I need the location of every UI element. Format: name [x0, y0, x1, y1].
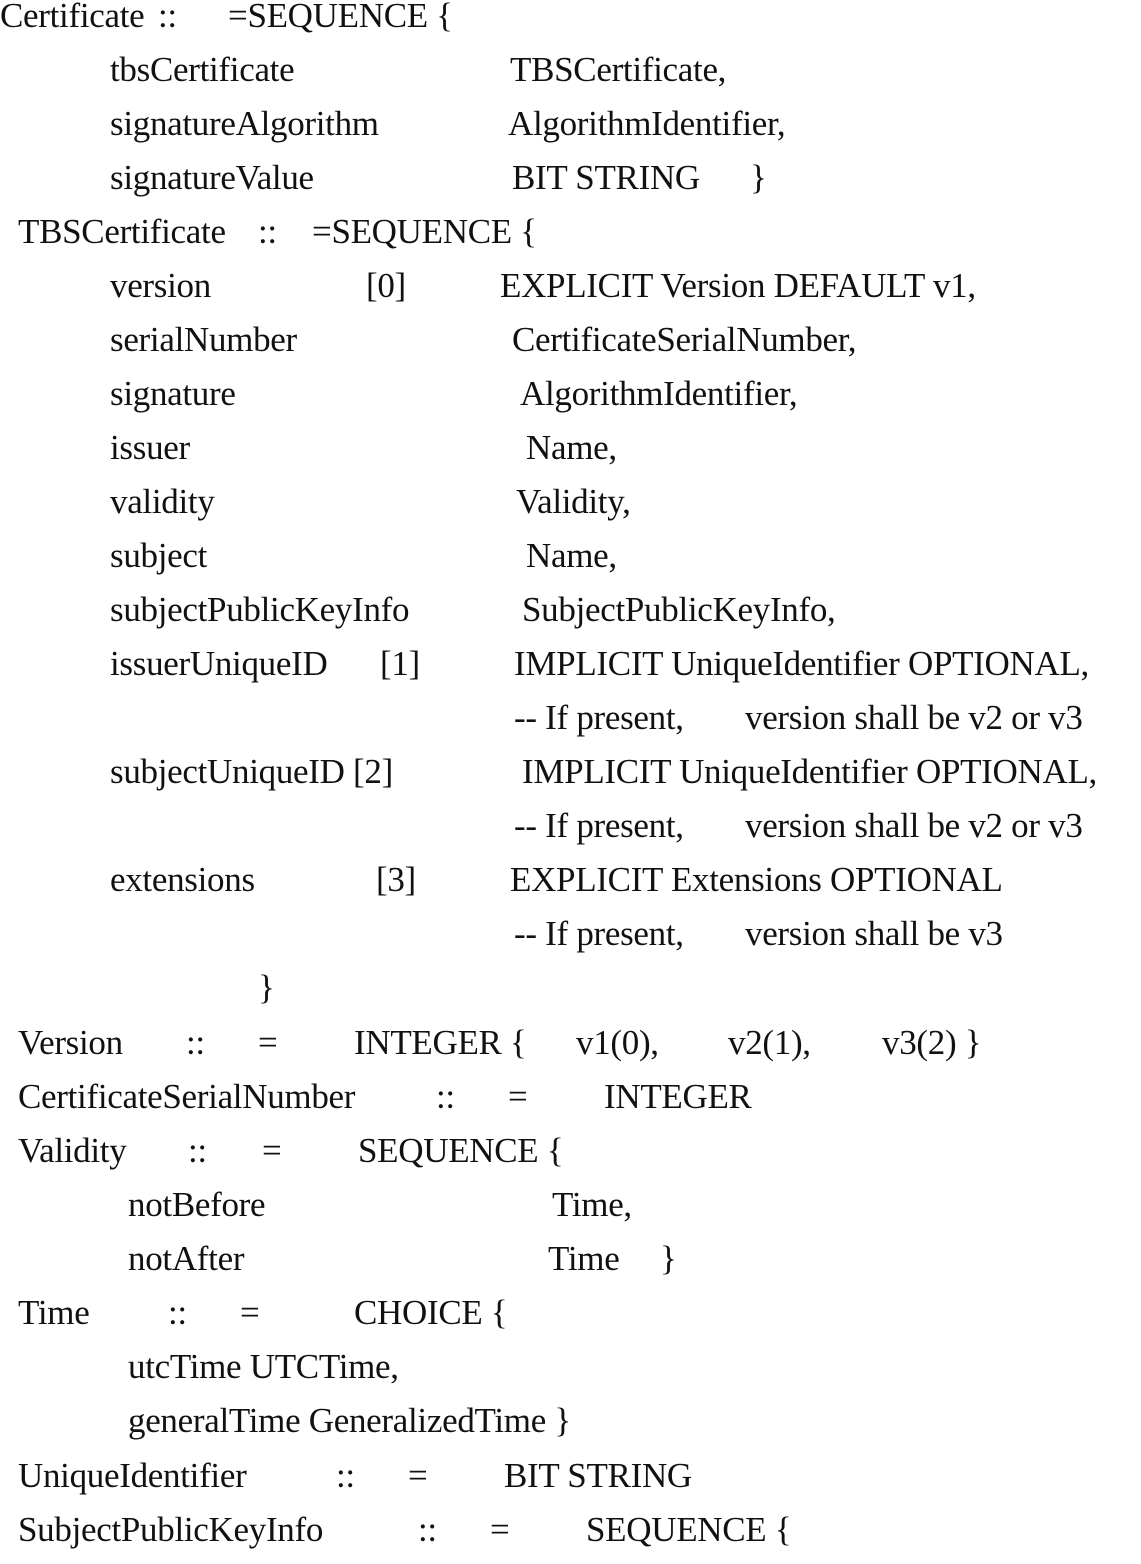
code-token: Version — [18, 1023, 123, 1062]
code-token: Time — [548, 1239, 620, 1278]
code-token: INTEGER — [604, 1077, 752, 1116]
code-token: :: — [258, 212, 277, 251]
code-line — [0, 1131, 1141, 1185]
code-token: subjectPublicKeyInfo — [110, 590, 410, 629]
code-token: :: — [436, 1077, 455, 1116]
code-line — [0, 590, 1141, 644]
code-token: Certificate — [0, 0, 145, 35]
code-token: version shall be v2 or v3 — [745, 698, 1083, 737]
code-token: version shall be v2 or v3 — [745, 806, 1083, 845]
code-line — [0, 698, 1141, 752]
code-token: :: — [168, 1293, 187, 1332]
code-token: Validity — [18, 1131, 127, 1170]
code-token: SubjectPublicKeyInfo, — [522, 590, 836, 629]
code-token: issuerUniqueID — [110, 644, 328, 683]
code-token: } — [660, 1239, 677, 1278]
code-token: Name, — [526, 536, 617, 575]
code-token: validity — [110, 482, 215, 521]
code-token: IMPLICIT UniqueIdentifier OPTIONAL, — [514, 644, 1089, 683]
code-token: CHOICE { — [354, 1293, 508, 1332]
code-token: v3(2) } — [882, 1023, 982, 1062]
code-token: :: — [418, 1510, 437, 1549]
code-token: SubjectPublicKeyInfo — [18, 1510, 324, 1549]
code-token: [3] — [376, 860, 416, 899]
code-token: = — [408, 1456, 428, 1495]
code-line — [0, 374, 1141, 428]
code-line — [0, 914, 1141, 968]
code-token: SEQUENCE { — [586, 1510, 792, 1549]
code-token: Name, — [526, 428, 617, 467]
code-token: generalTime GeneralizedTime } — [128, 1401, 571, 1440]
code-line — [0, 1239, 1141, 1293]
code-token: = — [240, 1293, 260, 1332]
code-line — [0, 158, 1141, 212]
code-token: CertificateSerialNumber — [18, 1077, 356, 1116]
code-token: [0] — [366, 266, 406, 305]
code-token: issuer — [110, 428, 190, 467]
code-token: INTEGER { — [354, 1023, 527, 1062]
code-line — [0, 1023, 1141, 1077]
code-line — [0, 806, 1141, 860]
code-token: EXPLICIT Extensions OPTIONAL — [510, 860, 1003, 899]
code-line — [0, 50, 1141, 104]
code-token: -- If present, — [514, 914, 684, 953]
code-line — [0, 1293, 1141, 1347]
code-line — [0, 1185, 1141, 1239]
code-token: TBSCertificate — [18, 212, 226, 251]
code-line — [0, 1077, 1141, 1131]
code-token: = — [258, 1023, 278, 1062]
code-token: =SEQUENCE { — [312, 212, 537, 251]
code-token: =SEQUENCE { — [228, 0, 453, 35]
code-token: tbsCertificate — [110, 50, 295, 89]
code-token: v1(0), — [576, 1023, 659, 1062]
code-token: = — [490, 1510, 510, 1549]
code-line — [0, 482, 1141, 536]
code-token: notAfter — [128, 1239, 245, 1278]
code-token: CertificateSerialNumber, — [512, 320, 857, 359]
code-line — [0, 1401, 1141, 1455]
code-token: Time — [18, 1293, 90, 1332]
code-line — [0, 860, 1141, 914]
code-line — [0, 266, 1141, 320]
code-token: BIT STRING — [512, 158, 700, 197]
code-token: BIT STRING — [504, 1456, 692, 1495]
code-token: :: — [188, 1131, 207, 1170]
code-line — [0, 0, 1141, 50]
code-token: version shall be v3 — [745, 914, 1003, 953]
code-line — [0, 320, 1141, 374]
code-token: } — [258, 968, 275, 1007]
code-token: utcTime UTCTime, — [128, 1347, 399, 1386]
code-token: -- If present, — [514, 806, 684, 845]
code-token: AlgorithmIdentifier, — [520, 374, 798, 413]
code-token: :: — [158, 0, 177, 35]
code-token: Validity, — [516, 482, 631, 521]
code-token: AlgorithmIdentifier, — [508, 104, 786, 143]
code-token: TBSCertificate, — [510, 50, 727, 89]
code-token: extensions — [110, 860, 255, 899]
code-token: Time, — [552, 1185, 632, 1224]
code-token: signatureAlgorithm — [110, 104, 379, 143]
code-line — [0, 104, 1141, 158]
code-token: SEQUENCE { — [358, 1131, 564, 1170]
code-token: = — [262, 1131, 282, 1170]
code-line — [0, 752, 1141, 806]
code-token: :: — [186, 1023, 205, 1062]
code-line — [0, 1347, 1141, 1401]
code-token: v2(1), — [728, 1023, 811, 1062]
code-line — [0, 644, 1141, 698]
code-token: :: — [336, 1456, 355, 1495]
code-token: subjectUniqueID [2] — [110, 752, 393, 791]
code-token: EXPLICIT Version DEFAULT v1, — [500, 266, 976, 305]
code-token: -- If present, — [514, 698, 684, 737]
code-token: signature — [110, 374, 236, 413]
code-token: notBefore — [128, 1185, 266, 1224]
code-token: signatureValue — [110, 158, 314, 197]
code-token: version — [110, 266, 211, 305]
code-line — [0, 1510, 1141, 1564]
code-token: } — [750, 158, 767, 197]
code-line — [0, 428, 1141, 482]
code-line — [0, 1456, 1141, 1510]
code-token: serialNumber — [110, 320, 297, 359]
code-token: IMPLICIT UniqueIdentifier OPTIONAL, — [522, 752, 1097, 791]
code-line — [0, 968, 1141, 1022]
code-token: subject — [110, 536, 208, 575]
code-line — [0, 536, 1141, 590]
code-token: UniqueIdentifier — [18, 1456, 247, 1495]
code-token: = — [508, 1077, 528, 1116]
code-token: [1] — [380, 644, 420, 683]
code-line — [0, 212, 1141, 266]
